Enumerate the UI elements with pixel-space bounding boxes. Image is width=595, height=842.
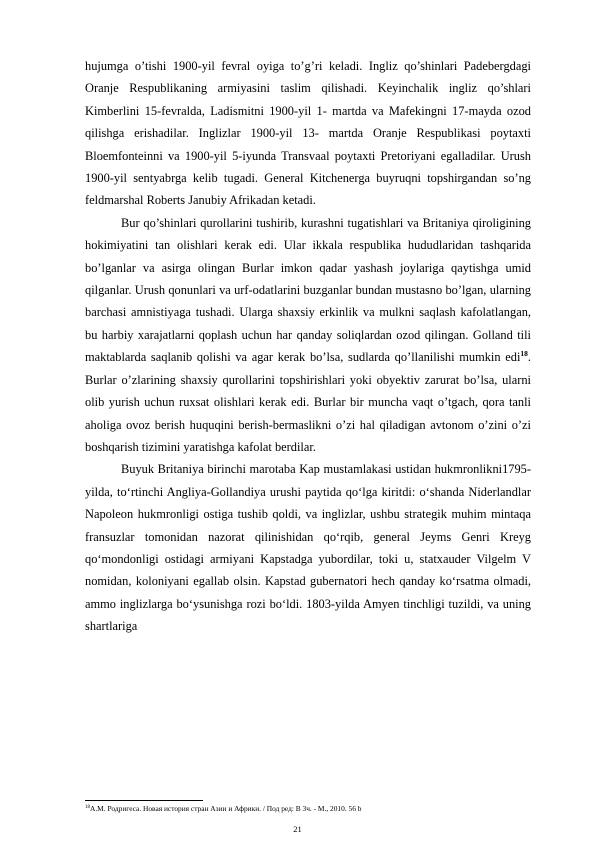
paragraph-1: hujumga o’tishi 1900-yil fevral oyiga to’g’ri keladi. Ingliz qo’shinlari Padebergdagi Oranje Respublikaning armiyasini taslim qilishadi. Keyinchalik ingliz qo’shlari Kimberlini 15-fevralda, Ladismitni 1900-yil 1- martda va Mafekingni 17-mayda ozod qilishga erishadilar. Inglizlar 1900-yil 13- martda Oranje Respublikasi poytaxti Bloemfonteinni va 1900-yil 5-iyunda Transvaal poytaxti Pretoriyani egalladilar. Urush 1900-yil sentyabrga kelib tugadi. General Kitchenerga buyruqni topshirgandan so’ng feldmarshal Roberts Janubiy Afrikadan ketadi. — [85, 59, 531, 208]
footnote-text: А.М. Родригеса. Новая история стран Азии и Африки. / Под ред: В 3ч. - М., 2010. 56 b — [90, 804, 362, 813]
document-body — [85, 55, 531, 638]
paragraph-2-text-a: Bur qo’shinlari qurollarini tushirib, kurashni tugatishlari va Britaniya qiroligining hokimiyatini tan olishlari kerak edi. Ular ikkala respublika hududlaridan tashqarida bo’lganlar va asirga olingan Burlar imkon qadar yashash joylariga qaytishga umid qilganlar. Urush qonunlari va urf-odatlarini buzganlar bundan mustasno bo’lgan, ularning barchasi amnistiyaga tushadi. Ularga shaxsiy erkinlik va mulkni saqlash kafolatlangan, bu harbiy xarajatlarni qoplash uchun har qanday soliqlardan ozod qilingan. Golland tili maktablarda saqlanib qolishi va agar kerak bo’lsa, sudlarda qo’llanilishi mumkin edi — [85, 215, 531, 365]
paragraph-2-text-b: . Burlar o’zlarining shaxsiy qurollarini topshirishlari yoki obyektiv zarurat bo’lsa, ularni olib yurish uchun ruxsat olishlari kerak edi. Burlar bir muncha vaqt o’tgach, qora tanli aholiga ovoz berish huquqini berish-bermaslikni o’zi hal qiladigan avtonom o’zini o’zi boshqarish tizimini yaratishga kafolat berdilar. — [85, 350, 531, 454]
footnote-marker: 18 — [85, 805, 90, 810]
paragraph-3: Buyuk Britaniya birinchi marotaba Kap mustamlakasi ustidan hukmronlikni1795-yilda, to‘rtinchi Angliya-Gollandiya urushi paytida qo‘lga kiritdi: o‘shanda Niderlandlar Napoleon hukmronligi ostiga tushib qoldi, va inglizlar, ushbu strategik muhim mintaqa fransuzlar tomonidan nazorat qilinishidan qo‘rqib, general Jeyms Genri Kreyg qo‘mondonligi ostidagi armiyani Kapstadga yubordilar, toki u, statxauder Vilgelm V nomidan, koloniyani egallab olsin. Kapstad gubernatori hech qanday ko‘rsatma olmadi, ammo inglizlarga bo‘ysunishga rozi bo‘ldi. 1803-yilda Amyen tinchligi tuzildi, va uning shartlariga — [85, 462, 531, 634]
footnote-reference: 18 — [520, 349, 528, 359]
page-number: 21 — [293, 824, 302, 834]
footnote — [85, 804, 531, 813]
footnote-separator — [85, 800, 203, 801]
paragraph-2 — [85, 212, 531, 458]
